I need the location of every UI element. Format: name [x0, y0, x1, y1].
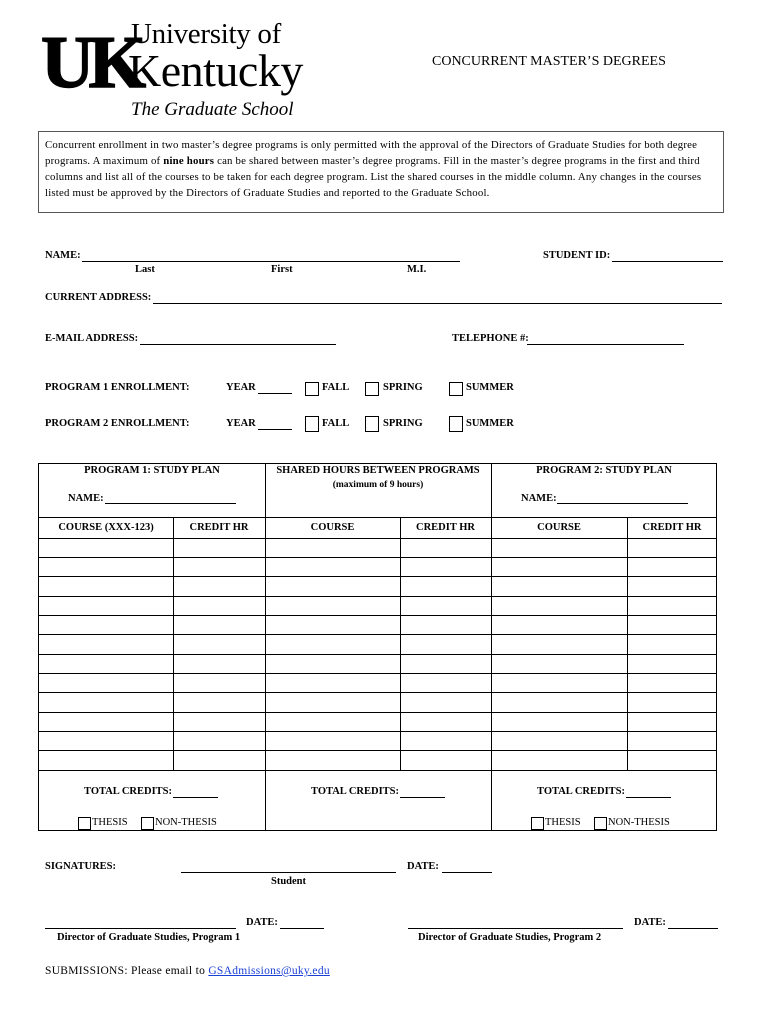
university-name-line1: University of — [131, 18, 281, 50]
director1-signature-field[interactable] — [45, 920, 236, 929]
program1-fall-label: FALL — [322, 382, 350, 393]
program2-total-credits-field[interactable] — [626, 789, 671, 798]
submissions-note — [45, 965, 330, 977]
program2-non-thesis-checkbox[interactable] — [594, 817, 607, 830]
address-field[interactable] — [153, 295, 722, 304]
table-divider — [265, 464, 266, 830]
table-divider — [39, 557, 716, 558]
program2-year-label: YEAR — [226, 418, 256, 429]
table-divider — [39, 615, 716, 616]
director1-date-field[interactable] — [280, 920, 324, 929]
program2-thesis-checkbox[interactable] — [531, 817, 544, 830]
program1-enrollment-label: PROGRAM 1 ENROLLMENT: — [45, 382, 190, 393]
instructions-text-1: Concurrent enrollment in two master’s degree programs is only permitted with the approval of the Directors of Graduate Studies for both degree programs. A maximum of — [45, 139, 698, 167]
name-mi-caption: M.I. — [407, 264, 427, 275]
signatures-label: SIGNATURES: — [45, 861, 116, 872]
table-divider — [39, 750, 716, 751]
program1-total-credits-field[interactable] — [173, 789, 218, 798]
program2-summer-checkbox[interactable] — [449, 416, 463, 432]
program1-fall-checkbox[interactable] — [305, 382, 319, 396]
program1-plan-title: PROGRAM 1: STUDY PLAN — [84, 465, 220, 476]
email-field[interactable] — [140, 336, 336, 345]
program1-non-thesis-label: NON-THESIS — [155, 817, 217, 828]
student-date-field[interactable] — [442, 864, 492, 873]
program1-plan-name-label: NAME: — [68, 493, 104, 504]
director1-caption: Director of Graduate Studies, Program 1 — [57, 932, 241, 943]
instructions-bold: nine hours — [163, 155, 215, 167]
name-first-caption: First — [271, 264, 293, 275]
table-divider — [39, 654, 716, 655]
name-last-caption: Last — [135, 264, 155, 275]
col-header-course-code: COURSE (XXX-123) — [58, 522, 154, 533]
university-name-line2: Kentucky — [128, 45, 303, 96]
telephone-label: TELEPHONE #: — [452, 333, 529, 344]
col-header-credit-hr-shared: CREDIT HR — [415, 522, 476, 533]
student-caption: Student — [271, 876, 307, 887]
director2-caption: Director of Graduate Studies, Program 2 — [418, 932, 602, 943]
table-divider — [39, 517, 716, 518]
program1-thesis-checkbox[interactable] — [78, 817, 91, 830]
program1-summer-label: SUMMER — [466, 382, 514, 393]
program2-plan-name-field[interactable] — [557, 495, 688, 504]
name-field[interactable] — [82, 253, 460, 262]
table-divider — [39, 673, 716, 674]
table-divider — [491, 464, 492, 830]
shared-hours-subtitle: (maximum of 9 hours) — [332, 480, 424, 490]
submissions-email-link[interactable]: GSAdmissions@uky.edu — [208, 965, 330, 977]
student-date-label: DATE: — [407, 861, 439, 872]
program1-spring-checkbox[interactable] — [365, 382, 379, 396]
director1-date-label: DATE: — [246, 917, 278, 928]
program1-plan-name-field[interactable] — [105, 495, 236, 504]
student-id-label: STUDENT ID: — [543, 250, 611, 261]
table-divider — [400, 517, 401, 771]
student-id-field[interactable] — [612, 253, 723, 262]
program2-plan-title: PROGRAM 2: STUDY PLAN — [536, 465, 672, 476]
program2-spring-label: SPRING — [383, 418, 423, 429]
director2-date-label: DATE: — [634, 917, 666, 928]
address-label: CURRENT ADDRESS: — [45, 292, 152, 303]
program1-thesis-label: THESIS — [92, 817, 128, 828]
program1-year-field[interactable] — [258, 385, 292, 394]
instructions-box — [38, 131, 724, 213]
shared-hours-title: SHARED HOURS BETWEEN PROGRAMS — [276, 465, 480, 476]
program2-year-field[interactable] — [258, 421, 292, 430]
table-divider — [39, 596, 716, 597]
program2-thesis-label: THESIS — [545, 817, 581, 828]
table-divider — [39, 770, 716, 771]
table-divider — [39, 538, 716, 539]
program2-spring-checkbox[interactable] — [365, 416, 379, 432]
table-divider — [39, 731, 716, 732]
program2-summer-label: SUMMER — [466, 418, 514, 429]
table-divider — [39, 576, 716, 577]
shared-total-credits-field[interactable] — [400, 789, 445, 798]
table-divider — [39, 712, 716, 713]
program2-fall-label: FALL — [322, 418, 350, 429]
program1-summer-checkbox[interactable] — [449, 382, 463, 396]
document-title: CONCURRENT MASTER’S DEGREES — [432, 54, 666, 69]
program2-fall-checkbox[interactable] — [305, 416, 319, 432]
table-divider — [627, 517, 628, 771]
col-header-course-shared: COURSE — [310, 522, 355, 533]
program1-spring-label: SPRING — [383, 382, 423, 393]
program1-year-label: YEAR — [226, 382, 256, 393]
program2-enrollment-label: PROGRAM 2 ENROLLMENT: — [45, 418, 190, 429]
table-divider — [39, 692, 716, 693]
name-label: NAME: — [45, 250, 81, 261]
program1-total-credits-label: TOTAL CREDITS: — [84, 786, 173, 797]
program1-non-thesis-checkbox[interactable] — [141, 817, 154, 830]
email-label: E-MAIL ADDRESS: — [45, 333, 139, 344]
svg-text:UK: UK — [41, 22, 140, 104]
director2-date-field[interactable] — [668, 920, 718, 929]
program2-plan-name-label: NAME: — [521, 493, 557, 504]
telephone-field[interactable] — [527, 336, 684, 345]
program2-total-credits-label: TOTAL CREDITS: — [537, 786, 626, 797]
shared-total-credits-label: TOTAL CREDITS: — [311, 786, 400, 797]
table-divider — [173, 517, 174, 771]
table-divider — [39, 634, 716, 635]
director2-signature-field[interactable] — [408, 920, 623, 929]
submissions-text: SUBMISSIONS: Please email to — [45, 965, 209, 977]
study-plan-table — [38, 463, 717, 831]
program2-non-thesis-label: NON-THESIS — [608, 817, 670, 828]
uk-logo-mark — [41, 22, 140, 104]
instructions-text-2: can be shared between master’s degree programs. Fill in the master’s degree programs in the first and third columns and list all of the courses to be taken for each degree program. List the shared courses in the middle column. Any changes in the courses listed must be approved by the Directors of Graduate Studies and reported to the Graduate School. — [45, 155, 702, 199]
col-header-credit-hr-2: CREDIT HR — [642, 522, 702, 533]
col-header-credit-hr-1: CREDIT HR — [189, 522, 249, 533]
graduate-school-name: The Graduate School — [131, 99, 294, 120]
col-header-course-2: COURSE — [537, 522, 581, 533]
student-signature-field[interactable] — [181, 864, 396, 873]
